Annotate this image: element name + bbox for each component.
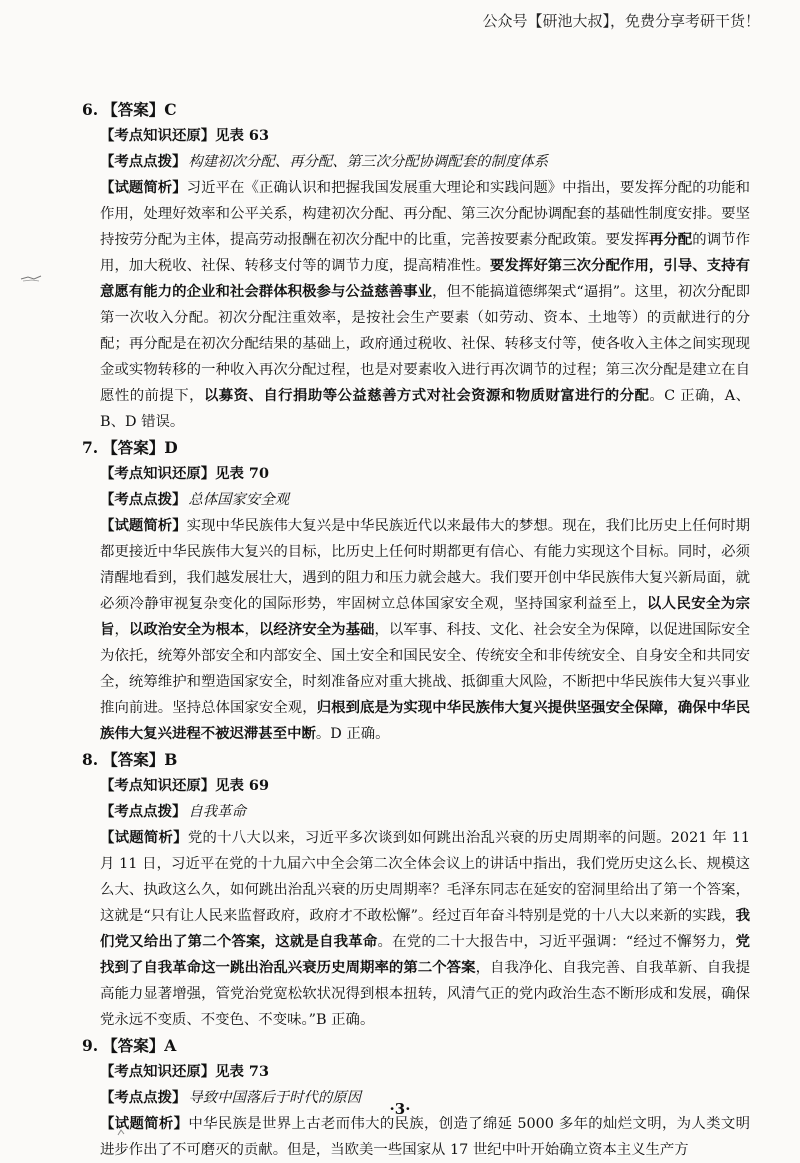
analysis-text: 。D 正确。 [315, 726, 390, 742]
analysis-text: 实现中华民族伟大复兴是中华民族近代以来最伟大的梦想。现在，我们比历史上任何时期都更接近中华民族伟大复兴的目标，比历史上任何时期都更有信心、有能力实现这个目标。同时，必须清醒地看到，我们越发展壮大，遇到的阻力和压力就会越大。我们要开创中华民族伟大复兴新局面，就必须冷静审视复杂变化的国际形势，牢固树立总体国家安全观，坚持国家利益至上， [100, 518, 750, 612]
knowledge-row [82, 1059, 750, 1085]
analysis-paragraph [82, 825, 750, 1033]
analysis-label: 【试题简析】 [100, 829, 188, 846]
tip-value: 自我革命 [188, 804, 246, 820]
tip-label: 【考点点拨】 [100, 803, 187, 820]
question-number: 8. [82, 750, 99, 769]
analysis-emphasis: 以政治安全为根本 [128, 621, 245, 638]
knowledge-label: 【考点知识还原】 [100, 777, 216, 794]
analysis-emphasis: 我们党又给出了第二个答案，这就是自我革命 [100, 907, 750, 950]
question-answer-row [82, 435, 750, 461]
answer-label: 【答案】 [102, 438, 165, 457]
knowledge-label: 【考点知识还原】 [100, 1063, 216, 1080]
tip-value: 导致中国落后于时代的原因 [188, 1090, 362, 1106]
knowledge-row [82, 123, 750, 149]
scan-mark-icon [20, 273, 42, 283]
answer-value: B [164, 750, 178, 769]
question-number: 6. [82, 100, 99, 119]
answer-label: 【答案】 [102, 750, 165, 769]
analysis-text: ，自我净化、自我完善、自我革新、自我提高能力显著增强，管党治党宽松软状况得到根本扭转，风清气正的党内政治生态不断形成和发展，确保党永远不变质、不变色、不变味。”B 正确。 [100, 960, 750, 1028]
knowledge-value: 见表 63 [215, 127, 269, 144]
question-block [82, 97, 750, 435]
analysis-label: 【试题简析】 [100, 179, 187, 196]
question-block [82, 435, 750, 747]
analysis-emphasis: 党找到了自我革命这一跳出治乱兴衰历史周期率的第二个答案 [100, 933, 750, 976]
scan-dot-icon [117, 1128, 125, 1136]
tip-label: 【考点点拨】 [100, 491, 187, 508]
knowledge-value: 见表 73 [215, 1063, 269, 1080]
tip-value: 构建初次分配、再分配、第三次分配协调配套的制度体系 [188, 154, 549, 170]
knowledge-value: 见表 70 [215, 465, 269, 482]
analysis-text: ， [244, 622, 259, 638]
tip-label: 【考点点拨】 [100, 153, 187, 170]
analysis-emphasis: 以人民安全为宗旨 [100, 595, 750, 638]
tip-row [82, 487, 750, 513]
analysis-text: 中华民族是世界上古老而伟大的民族，创造了绵延 5000 多年的灿烂文明，为人类文明进步作出了不可磨灭的贡献。但是，当欧美一些国家从 17 世纪中叶开始确立资本主义生产方 [100, 1116, 750, 1158]
analysis-text: 。在党的二十大报告中，习近平强调：“经过不懈努力， [377, 934, 736, 950]
tip-row [82, 799, 750, 825]
knowledge-row [82, 461, 750, 487]
answer-value: D [164, 438, 178, 457]
page-number: ·3· [389, 1100, 411, 1118]
analysis-label: 【试题简析】 [100, 517, 187, 534]
question-answer-row [82, 747, 750, 773]
analysis-text: ， [114, 622, 129, 638]
tip-row [82, 149, 750, 175]
knowledge-value: 见表 69 [215, 777, 269, 794]
question-number: 9. [82, 1036, 99, 1055]
answer-label: 【答案】 [102, 100, 165, 119]
question-answer-row [82, 97, 750, 123]
page-header: 公众号【研池大叔】，免费分享考研干货！ [482, 12, 760, 30]
analysis-paragraph [82, 1111, 750, 1163]
analysis-text: 习近平在《正确认识和把握我国发展重大理论和实践问题》中指出，要发挥分配的功能和作用，处理好效率和公平关系，构建初次分配、再分配、第三次分配协调配套的基础性制度安排。要坚持按劳分配为主体，提高劳动报酬在初次分配中的比重，完善按要素分配政策。要发挥 [100, 180, 750, 248]
analysis-emphasis: 以募资、自行捐助等公益慈善方式对社会资源和物质财富进行的分配 [203, 387, 650, 404]
analysis-paragraph [82, 513, 750, 747]
analysis-label: 【试题简析】 [100, 1115, 189, 1132]
answer-value: C [164, 100, 177, 119]
analysis-emphasis: 以经济安全为基础 [258, 621, 375, 638]
question-answer-row [82, 1033, 750, 1059]
question-block [82, 1033, 750, 1163]
knowledge-label: 【考点知识还原】 [100, 127, 216, 144]
analysis-emphasis: 再分配 [648, 231, 693, 248]
knowledge-label: 【考点知识还原】 [100, 465, 216, 482]
analysis-paragraph [82, 175, 750, 435]
analysis-text: 。C 正确，A、B、D 错误。 [100, 388, 750, 430]
analysis-emphasis: 要发挥好第三次分配作用，引导、支持有意愿有能力的企业和社会群体积极参与公益慈善事业 [100, 257, 750, 300]
tip-value: 总体国家安全观 [188, 492, 290, 508]
tip-label: 【考点点拨】 [100, 1089, 187, 1106]
answer-value: A [164, 1036, 177, 1055]
analysis-text: ，但不能搞道德绑架式“逼捐”。这里，初次分配即第一次收入分配。初次分配注重效率，是按社会生产要素（如劳动、资本、土地等）的贡献进行的分配；再分配是在初次分配结果的基础上，政府通过税收、社保、转移支付等，使各收入主体之间实现现金或实物转移的一种收入再次分配过程，也是对要素收入进行再次调节的过程；第三次分配是建立在自愿性的前提下， [100, 284, 750, 404]
analysis-text: ，以军事、科技、文化、社会安全为保障，以促进国际安全为依托，统筹外部安全和内部安全、国土安全和国民安全、传统安全和非传统安全、自身安全和共同安全，统筹维护和塑造国家安全，时刻准备应对重大挑战、抵御重大风险，不断把中华民族伟大复兴事业推向前进。坚持总体国家安全观， [100, 622, 750, 716]
answer-label: 【答案】 [102, 1036, 165, 1055]
analysis-text: 党的十八大以来，习近平多次谈到如何跳出治乱兴衰的历史周期率的问题。2021 年 11 月 11 日，习近平在党的十九届六中全会第二次全体会议上的讲话中指出，我们党历史这么长、规模这么大、执政这么久，如何跳出治乱兴衰的历史周期率？毛泽东同志在延安的窑洞里给出了第一个答案，这就是“只有让人民来监督政府，政府才不敢松懈”。经过百年奋斗特别是党的十八大以来新的实践， [100, 830, 750, 924]
knowledge-row [82, 773, 750, 799]
answer-content [82, 97, 750, 1163]
question-block [82, 747, 750, 1033]
analysis-emphasis: 归根到底是为实现中华民族伟大复兴提供坚强安全保障，确保中华民族伟大复兴进程不被迟滞甚至中断 [100, 699, 750, 742]
analysis-text: 的调节作用，加大税收、社保、转移支付等的调节力度，提高精准性。 [100, 232, 750, 274]
question-number: 7. [82, 438, 99, 457]
